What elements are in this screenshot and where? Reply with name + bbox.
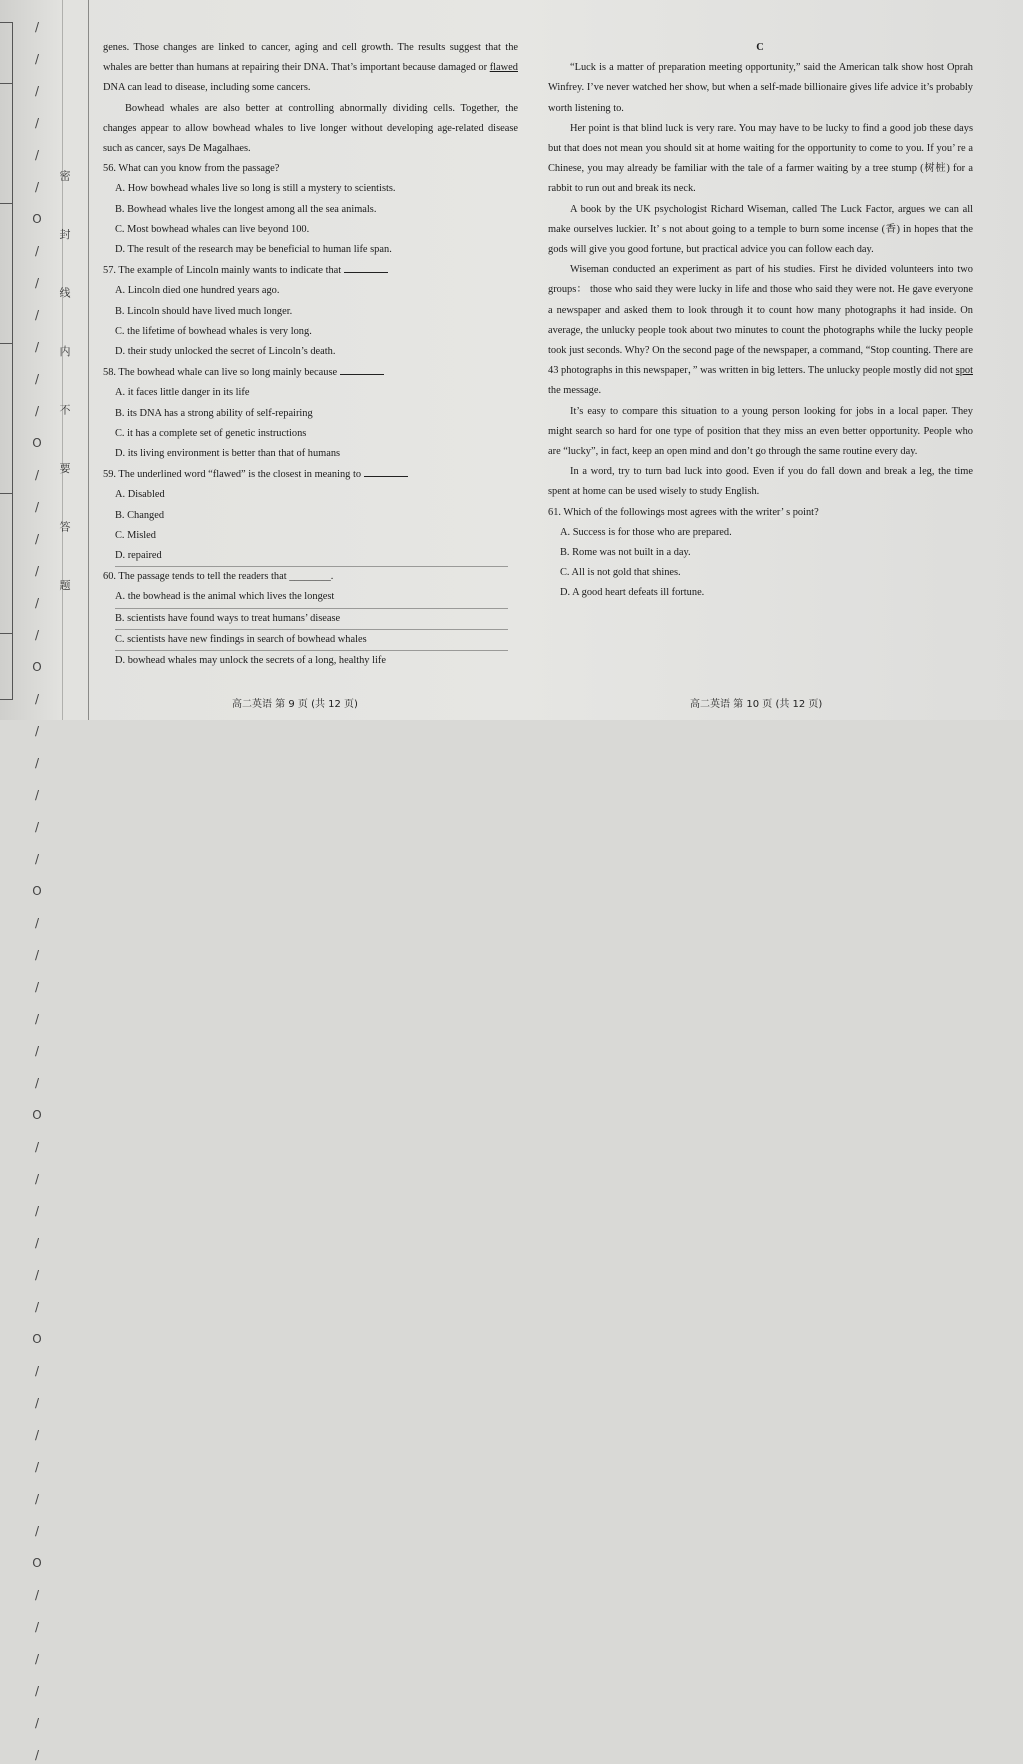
passage-c-paragraph-3: A book by the UK psychologist Richard Wiseman, called The Luck Factor, argues we can all make ourselves luckier. It’ s not about going to a temple to burn some incense (香) in hopes that the gods will give you good fortune, but practical advice you can follow each day. [548, 203, 973, 256]
option-59b[interactable]: B. Changed [115, 509, 165, 521]
underlined-word-spot: spot [955, 365, 973, 377]
option-57a[interactable]: A. Lincoln died one hundred years ago. [115, 285, 280, 297]
option-56a[interactable]: A. How bowhead whales live so long is still a mystery to scientists. [115, 183, 396, 195]
page-footer-9: 高二英语 第 9 页 (共 12 页) [232, 699, 358, 710]
passage-paragraph-2: Bowhead whales are also better at controlling abnormally dividing cells. Together, the changes appear to allow bowhead whales to live longer without developing age-related disease such as cancer, says De Magalhaes. [103, 102, 518, 155]
passage-c-paragraph-5: It’s easy to compare this situation to a young person looking for jobs in a local paper. They might search so hard for one type of position that they miss an even better opportunity. People who are “lucky”, in fact, keep an open mind and don’t go through the same routine every day. [548, 405, 973, 458]
option-61b[interactable]: B. Rome was not built in a day. [560, 547, 691, 559]
option-60c[interactable]: C. scientists have new findings in search of bowhead whales [115, 630, 508, 651]
question-59: 59. The underlined word “flawed” is the closest in meaning to [103, 464, 518, 485]
seal-warning-text: 密 封 线 内 不 要 答 题 [58, 170, 71, 613]
option-56c[interactable]: C. Most bowhead whales can live beyond 100. [115, 223, 310, 235]
question-61: 61. Which of the followings most agrees with the writer’ s point? [548, 506, 819, 518]
answer-blank-57[interactable] [344, 260, 388, 273]
option-60a[interactable]: A. the bowhead is the animal which lives the longest [115, 587, 508, 608]
option-60b[interactable]: B. scientists have found ways to treat humans’ disease [115, 609, 508, 630]
passage-c-paragraph-2: Her point is that blind luck is very rare. You may have to be lucky to find a good job these days but that does not mean you should sit at home waiting for the opportunity to come to you. If you’ re a Chinese, you may already be familiar with the tale of a farmer waiting by a tree stump (树桩) for a rabbit to run out and break its neck. [548, 122, 973, 195]
option-56d[interactable]: D. The result of the research may be beneficial to human life span. [115, 244, 392, 256]
option-56b[interactable]: B. Bowhead whales live the longest among all the sea animals. [115, 203, 377, 215]
passage-paragraph-1: genes. Those changes are linked to cancer, aging and cell growth. The results suggest that the whales are better than humans at repairing their DNA. That’s important because damaged or flawed DNA can lead to disease, including some cancers. [103, 42, 518, 94]
page-footer-10: 高二英语 第 10 页 (共 12 页) [690, 699, 823, 710]
info-box-strip [0, 22, 13, 700]
binding-margin [0, 0, 89, 1764]
option-58c[interactable]: C. it has a complete set of genetic instructions [115, 427, 307, 439]
passage-c-paragraph-6: In a word, try to turn bad luck into good. Even if you do fall down and break a leg, the time spent at home can be used wisely to study English. [548, 466, 973, 498]
page-10 [548, 38, 973, 604]
option-61a[interactable]: A. Success is for those who are prepared. [560, 526, 732, 538]
underlined-word-flawed: flawed [489, 62, 518, 74]
option-60d[interactable]: D. bowhead whales may unlock the secrets of a long, healthy life [115, 655, 386, 667]
page-9 [103, 38, 518, 671]
option-59c[interactable]: C. Misled [115, 529, 156, 541]
option-61d[interactable]: D. A good heart defeats ill fortune. [560, 587, 705, 599]
option-58a[interactable]: A. it faces little danger in its life [115, 387, 250, 399]
question-57: 57. The example of Lincoln mainly wants to indicate that [103, 260, 518, 281]
answer-blank-59[interactable] [364, 464, 408, 477]
option-58d[interactable]: D. its living environment is better than that of humans [115, 448, 341, 460]
option-61c[interactable]: C. All is not gold that shines. [560, 567, 681, 579]
section-label-c: C [756, 42, 765, 53]
option-57d[interactable]: D. their study unlocked the secret of Lincoln’s death. [115, 346, 336, 358]
answer-blank-58[interactable] [340, 362, 384, 375]
option-58b[interactable]: B. its DNA has a strong ability of self-repairing [115, 407, 313, 419]
option-57c[interactable]: C. the lifetime of bowhead whales is very long. [115, 325, 312, 337]
option-59a[interactable]: A. Disabled [115, 489, 165, 501]
seal-dash-line: / / / / / / O / / / / / / O / / / / / / O / / / / / / O / / / / / / O / / / / / / O / / / / / / O / / / / / / [30, 20, 44, 1764]
option-57b[interactable]: B. Lincoln should have lived much longer. [115, 305, 293, 317]
passage-c-paragraph-4: Wiseman conducted an experiment as part of his studies. First he divided volunteers into two groups： those who said they were lucky in life and those who said they were not. He gave everyone a newspaper and asked them to look through it to count how many photographs it had inside. On average, the unlucky people took about two minutes to count the photographs while the lucky people took just seconds. Why? On the second page of the newspaper, a command, “Stop counting. There are 43 photographs in this newspaper，” was written in big letters. The unlucky people mostly did not spot the message. [548, 264, 973, 397]
question-56: 56. What can you know from the passage? [103, 163, 280, 175]
question-60: 60. The passage tends to tell the readers that ________. [103, 571, 334, 583]
question-58: 58. The bowhead whale can live so long mainly because [103, 362, 518, 383]
passage-c-paragraph-1: “Luck is a matter of preparation meeting opportunity,” said the American talk show host Oprah Winfrey. I’ve never watched her show, but when a self-made billionaire gives life advice it’s probably worth listening to. [548, 62, 973, 114]
option-59d[interactable]: D. repaired [115, 546, 508, 567]
